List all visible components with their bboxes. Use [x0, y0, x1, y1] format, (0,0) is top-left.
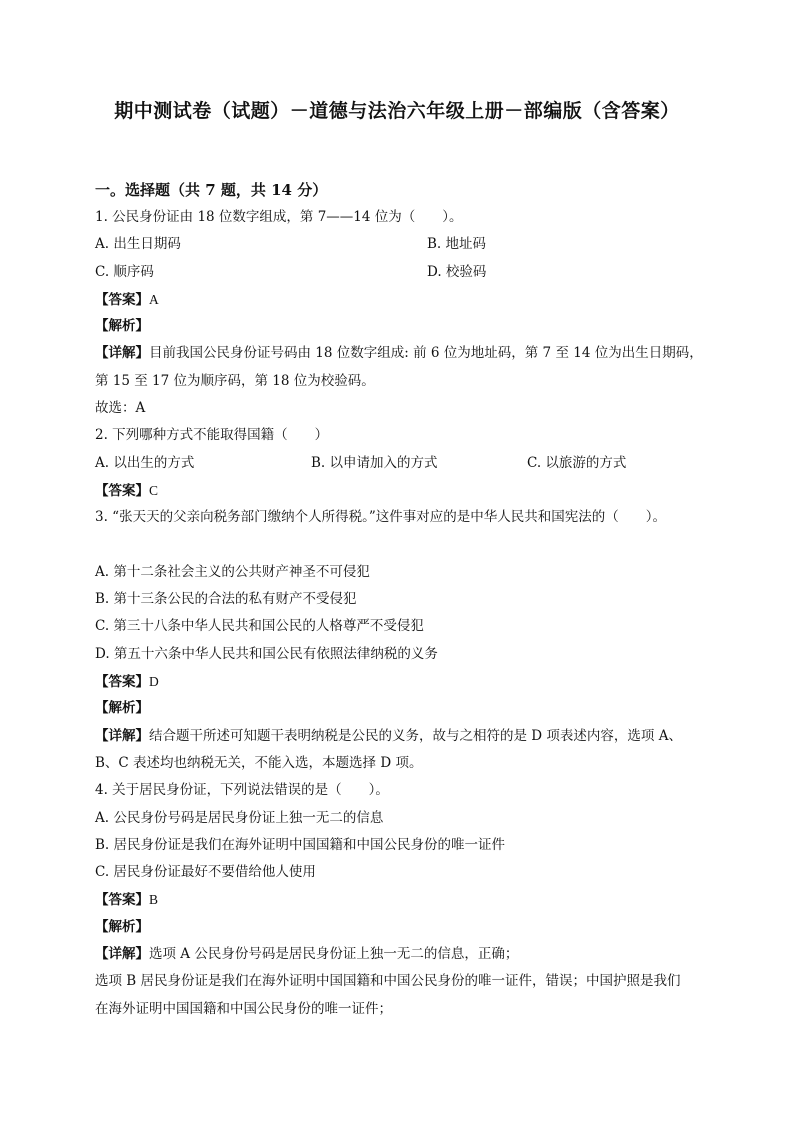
question-4-detail-line-3: 在海外证明中国国籍和中国公民身份的唯一证件； [95, 1000, 392, 1017]
question-2-stem: 2. 下列哪种方式不能取得国籍（ ） [95, 427, 329, 444]
detail-text: 结合题干所述可知题干表明纳税是公民的义务，故与之相符的是 D 项表述内容，选项 A、 [149, 727, 682, 744]
question-1-analysis-tag: 【解析】 [95, 318, 149, 335]
detail-tag: 【详解】 [95, 345, 149, 362]
question-3-stem: 3. “张天天的父亲向税务部门缴纳个人所得税。”这件事对应的是中华人民共和国宪法的（ ）。 [95, 509, 666, 526]
question-3-option-b: B. 第十三条公民的合法的私有财产不受侵犯 [95, 591, 357, 608]
question-1-stem: 1. 公民身份证由 18 位数字组成，第 7——14 位为（ ）。 [95, 209, 463, 225]
question-4-detail-line-2: 选项 B 居民身份证是我们在海外证明中国国籍和中国公民身份的唯一证件，错误；中国护照是我们 [95, 973, 681, 990]
question-1-answer [95, 286, 705, 313]
section-heading: 一。选择题（共 7 题，共 14 分） [95, 181, 328, 199]
answer-value: B [149, 892, 159, 908]
blank-line [95, 532, 705, 559]
detail-tag: 【详解】 [95, 727, 149, 744]
question-4-stem: 4. 关于居民身份证，下列说法错误的是（ ）。 [95, 782, 389, 799]
question-3-detail-line-1 [95, 723, 705, 750]
question-1-detail-line-1 [95, 340, 705, 367]
answer-tag: 【答案】 [95, 892, 149, 909]
answer-value: C [149, 482, 159, 498]
question-3-detail-line-2: B、C 表述均也纳税无关，不能入选，本题选择 D 项。 [95, 754, 423, 771]
question-1-choice: 故选：A [95, 400, 146, 417]
question-1-options-row-1 [95, 231, 705, 258]
question-4-detail-line-1 [95, 941, 705, 968]
question-3-analysis-tag: 【解析】 [95, 700, 149, 717]
page-title: 期中测试卷（试题）－道德与法治六年级上册－部编版（含答案） [114, 100, 680, 122]
question-3-option-d: D. 第五十六条中华人民共和国公民有依照法律纳税的义务 [95, 645, 438, 662]
question-1-detail-line-2: 第 15 至 17 位为顺序码，第 18 位为校验码。 [95, 372, 375, 389]
detail-text: 选项 A 公民身份号码是居民身份证上独一无二的信息，正确； [149, 946, 519, 963]
question-1-option-c: C. 顺序码 [95, 263, 154, 280]
question-4-option-b: B. 居民身份证是我们在海外证明中国国籍和中国公民身份的唯一证件 [95, 836, 506, 853]
answer-value: D [149, 674, 159, 690]
question-3-answer [95, 668, 705, 695]
answer-tag: 【答案】 [95, 674, 149, 691]
question-2-answer [95, 477, 705, 504]
answer-tag: 【答案】 [95, 482, 149, 499]
question-1-options-row-2 [95, 259, 705, 286]
exam-content [95, 178, 705, 1023]
question-4-option-c: C. 居民身份证最好不要借给他人使用 [95, 864, 316, 881]
question-2-options [95, 450, 705, 477]
question-1-option-b: B. 地址码 [427, 236, 487, 253]
detail-text: 目前我国公民身份证号码由 18 位数字组成: 前 6 位为地址码，第 7 至 14 位为出生日期码， [149, 345, 703, 362]
question-1-option-a: A. 出生日期码 [95, 236, 181, 253]
question-2-option-c: C. 以旅游的方式 [527, 454, 627, 471]
question-4-analysis-tag: 【解析】 [95, 918, 149, 935]
answer-tag: 【答案】 [95, 291, 149, 308]
question-3-option-a: A. 第十二条社会主义的公共财产神圣不可侵犯 [95, 563, 370, 580]
question-2-option-b: B. 以申请加入的方式 [311, 454, 438, 471]
question-4-answer [95, 886, 705, 913]
detail-tag: 【详解】 [95, 946, 149, 963]
question-2-option-a: A. 以出生的方式 [95, 454, 195, 471]
question-1-option-d: D. 校验码 [427, 263, 487, 280]
question-3-option-c: C. 第三十八条中华人民共和国公民的人格尊严不受侵犯 [95, 618, 424, 635]
question-4-option-a: A. 公民身份号码是居民身份证上独一无二的信息 [95, 809, 384, 826]
answer-value: A [149, 291, 159, 307]
